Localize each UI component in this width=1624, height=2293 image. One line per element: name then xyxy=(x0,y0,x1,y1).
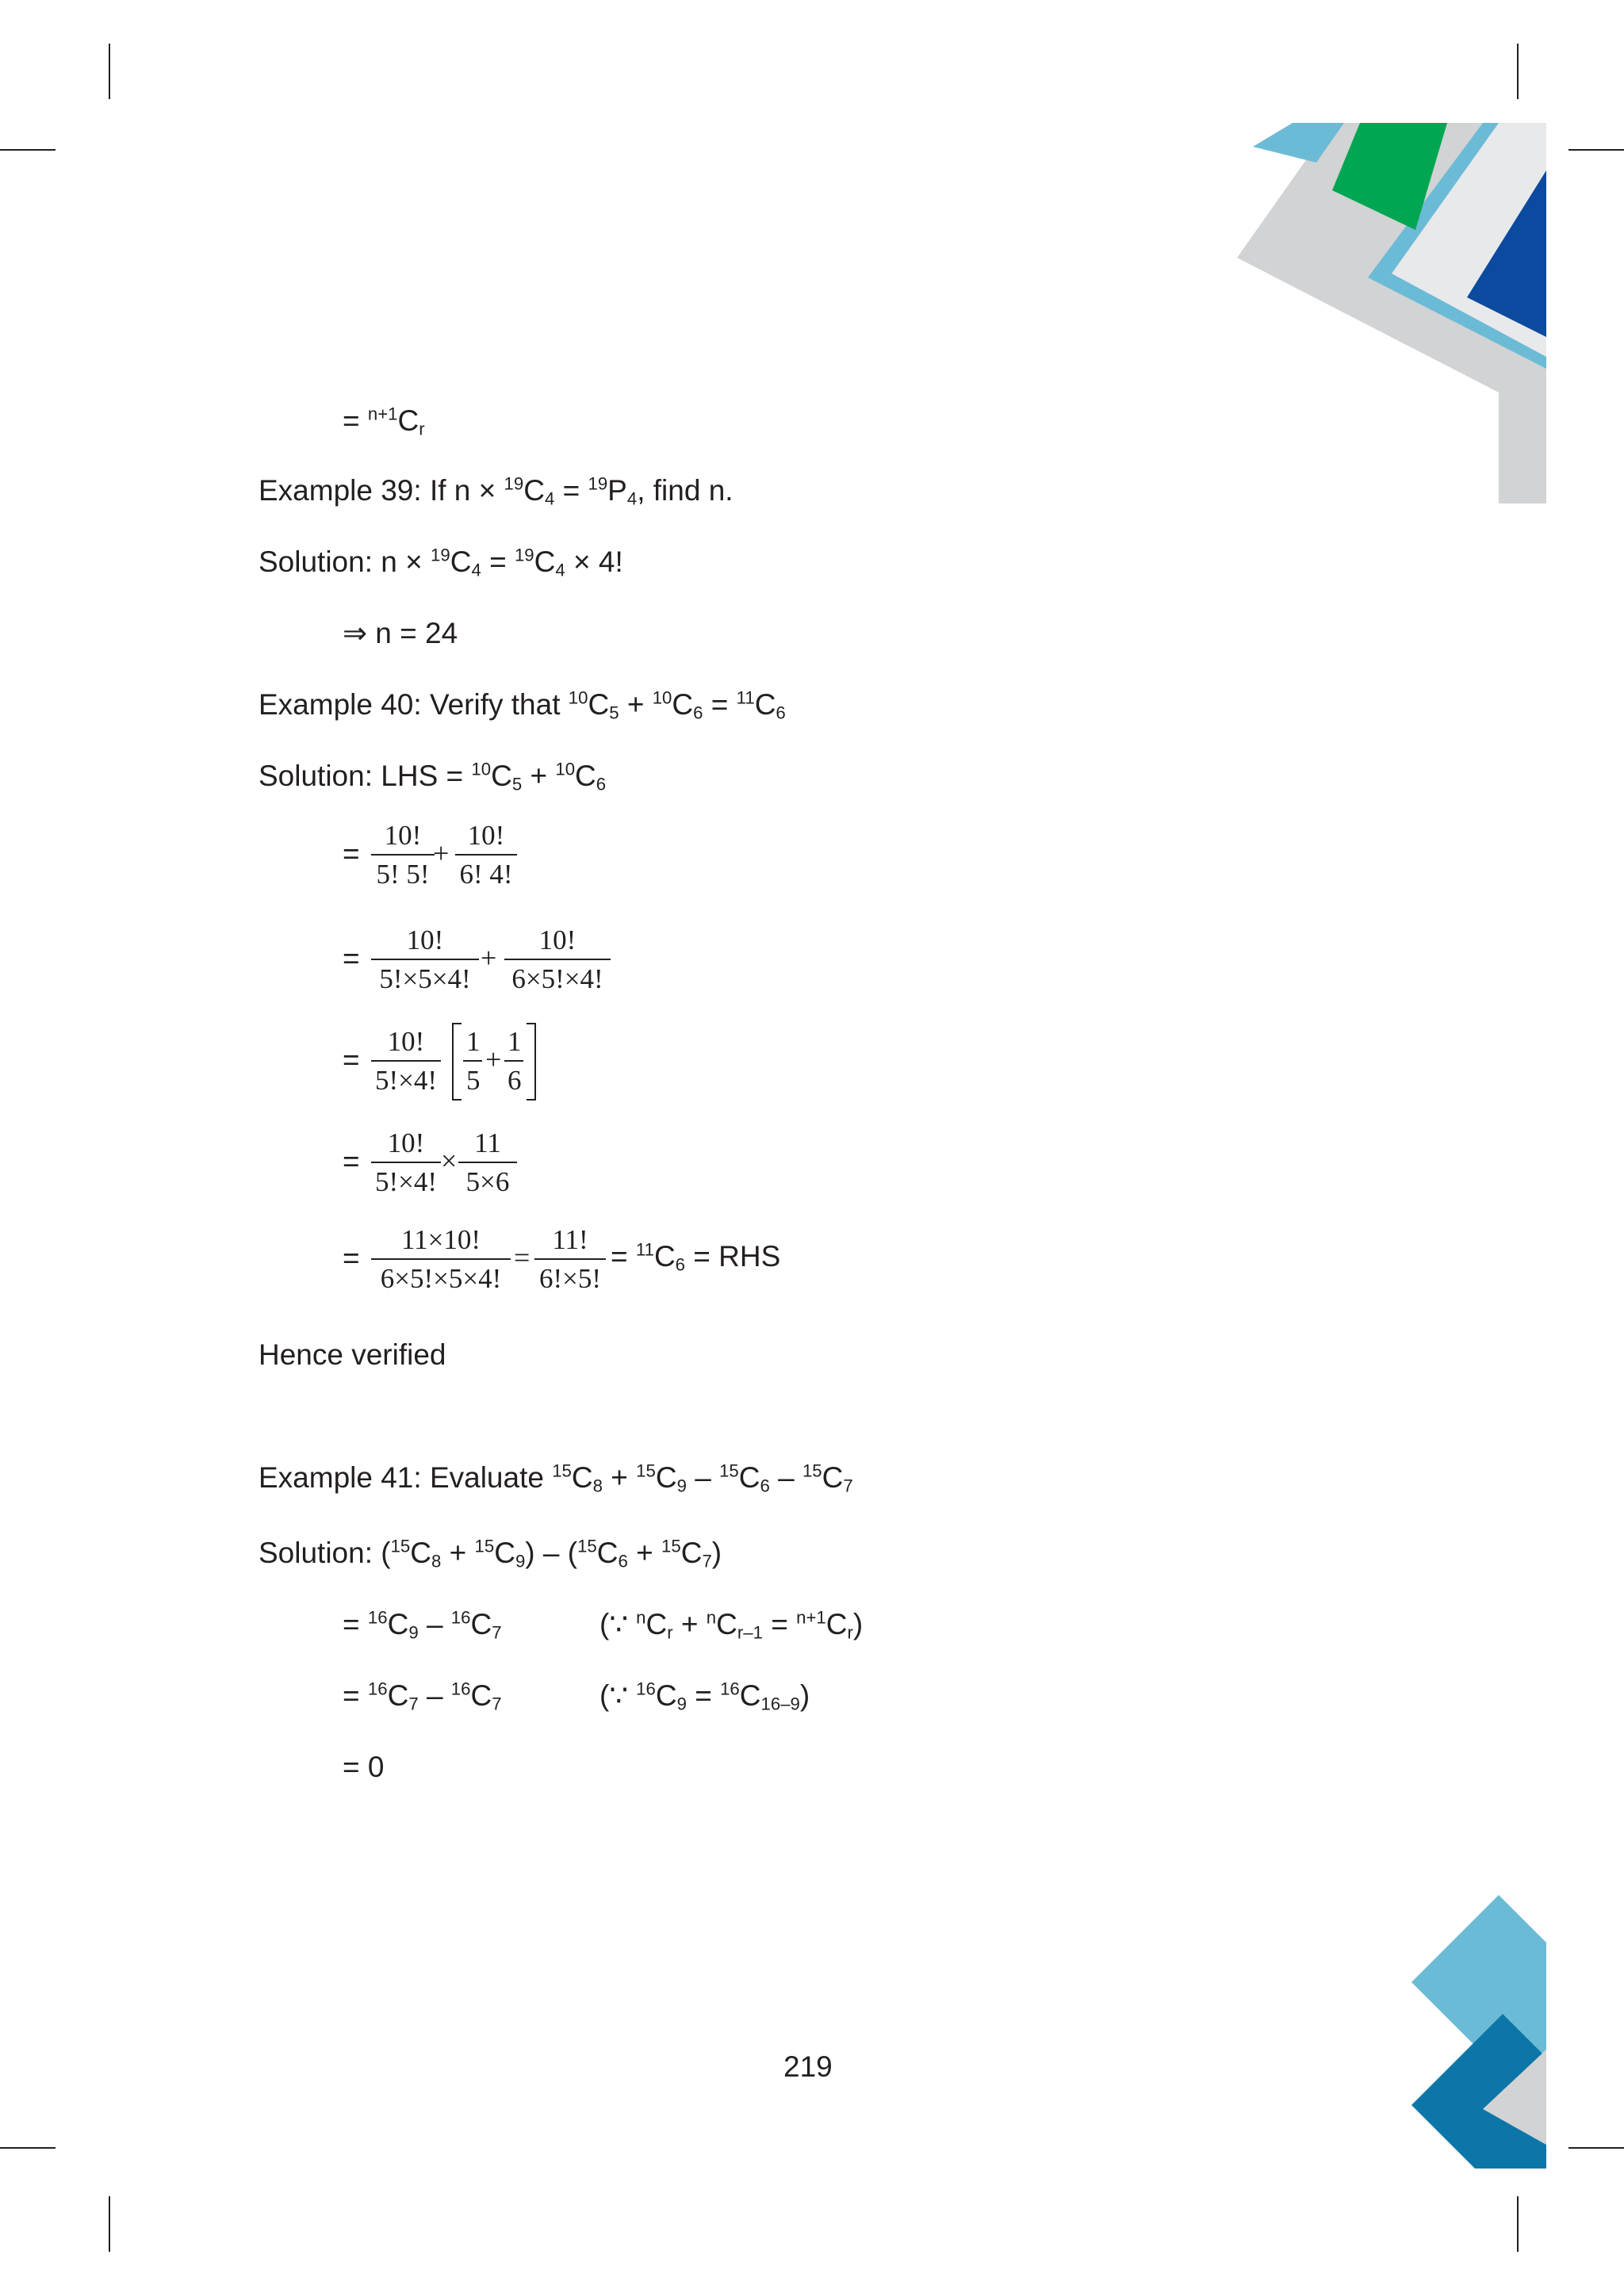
base: C xyxy=(672,688,694,721)
result-text: = 0 xyxy=(343,1751,385,1783)
plus: + xyxy=(433,837,450,869)
base: C xyxy=(645,1608,668,1640)
sup: 10 xyxy=(471,759,492,779)
left-bracket xyxy=(452,1023,462,1101)
hence-verified xyxy=(259,1340,446,1369)
base: C xyxy=(738,1461,760,1494)
sub: 4 xyxy=(555,560,565,580)
close: ) xyxy=(711,1537,722,1569)
sub: 6 xyxy=(776,702,786,723)
example-41-step-2 xyxy=(343,1679,502,1714)
label: Solution: LHS = xyxy=(259,760,464,792)
sub: 4 xyxy=(626,488,638,509)
sub: 9 xyxy=(408,1622,419,1643)
denominator: 6 xyxy=(504,1060,523,1094)
equals: = xyxy=(611,1240,628,1273)
sup: 11 xyxy=(736,687,755,708)
base: C xyxy=(523,474,545,507)
base: C xyxy=(470,1679,492,1712)
sup: 16 xyxy=(367,1679,388,1699)
crop-mark xyxy=(1568,2147,1624,2149)
plus: + xyxy=(485,1043,502,1075)
sup: 16 xyxy=(636,1679,656,1699)
numerator: 1 xyxy=(508,1026,522,1057)
line-result-ncr xyxy=(343,404,425,439)
sup: n xyxy=(636,1607,646,1628)
sup: 19 xyxy=(514,545,534,565)
base: C xyxy=(494,1537,515,1569)
sup: 15 xyxy=(552,1460,572,1481)
denominator: 5!×4! xyxy=(371,1162,441,1196)
because-open: (∵ xyxy=(599,1608,628,1640)
label: Solution: ( xyxy=(259,1537,391,1569)
denominator: 5!×4! xyxy=(371,1060,441,1094)
base: C xyxy=(655,1461,677,1494)
minus: – xyxy=(426,1608,443,1640)
middle: ) – ( xyxy=(525,1537,578,1569)
base: C xyxy=(655,1679,677,1712)
sub: r xyxy=(847,1622,853,1643)
sub: 5 xyxy=(609,702,619,723)
fraction xyxy=(371,926,479,993)
base: C xyxy=(653,1240,676,1273)
fraction xyxy=(504,1028,523,1094)
sub: 7 xyxy=(408,1694,419,1714)
sup: 15 xyxy=(802,1460,822,1481)
tail: = RHS xyxy=(693,1240,781,1273)
sup: 15 xyxy=(577,1536,597,1556)
base: P xyxy=(607,474,627,507)
example-41-question xyxy=(259,1460,853,1496)
sup: n xyxy=(706,1607,717,1628)
numerator: 10! xyxy=(406,924,444,955)
sub: 4 xyxy=(471,560,481,580)
example-40-question xyxy=(259,687,786,723)
sub: 7 xyxy=(702,1551,712,1571)
numerator: 11×10! xyxy=(400,1224,481,1255)
minus: – xyxy=(695,1461,711,1494)
numerator: 10! xyxy=(387,1127,425,1158)
sub: 8 xyxy=(592,1476,603,1496)
sup: 10 xyxy=(652,687,672,708)
base: C xyxy=(534,545,556,578)
example-41-reason-2 xyxy=(599,1679,810,1714)
fraction xyxy=(463,1028,482,1094)
sub: 7 xyxy=(843,1476,853,1496)
numerator: 10! xyxy=(538,924,576,955)
close: ) xyxy=(852,1608,864,1640)
equals: = xyxy=(343,1043,360,1076)
denominator: 5! 5! xyxy=(371,854,435,888)
base: C xyxy=(387,1679,409,1712)
denominator: 5×6 xyxy=(458,1162,517,1196)
base: C xyxy=(470,1608,492,1640)
denominator: 6×5!×4! xyxy=(504,959,611,993)
fraction xyxy=(371,821,435,888)
minus: – xyxy=(778,1461,795,1494)
label: Example 40: Verify that xyxy=(259,688,561,721)
sub: 7 xyxy=(492,1694,502,1714)
minus: – xyxy=(426,1679,443,1712)
sup: 16 xyxy=(450,1607,471,1628)
crop-mark xyxy=(0,149,56,151)
numerator: 10! xyxy=(387,1026,425,1057)
verified-text: Hence verified xyxy=(259,1338,446,1371)
denominator: 6!×5! xyxy=(534,1258,606,1292)
base: C xyxy=(571,1461,593,1494)
sub: 4 xyxy=(544,488,555,509)
sup: 11 xyxy=(635,1239,654,1260)
plus: + xyxy=(530,760,548,792)
denominator: 6! 4! xyxy=(455,854,517,888)
crop-mark xyxy=(109,44,110,99)
step-5-tail xyxy=(611,1239,781,1275)
sub: 16–9 xyxy=(760,1694,800,1714)
base: C xyxy=(680,1537,703,1569)
sup: 19 xyxy=(504,473,524,494)
equals: = xyxy=(343,1679,360,1712)
sup: 10 xyxy=(555,759,576,779)
equals-op: = xyxy=(514,1242,530,1273)
base: C xyxy=(397,404,419,437)
base: C xyxy=(825,1608,848,1640)
denominator: 5 xyxy=(463,1060,482,1094)
fraction xyxy=(371,1226,511,1292)
example-41-reason-1 xyxy=(599,1607,864,1643)
example-41-result xyxy=(343,1752,384,1782)
equals: = xyxy=(710,688,729,721)
sup: 19 xyxy=(431,545,450,565)
numerator: 10! xyxy=(467,820,505,851)
sup: 15 xyxy=(390,1536,411,1556)
equals: = xyxy=(695,1679,712,1712)
right-bracket xyxy=(527,1023,536,1101)
fraction xyxy=(371,1129,441,1196)
plus: + xyxy=(611,1461,628,1494)
sup: 15 xyxy=(719,1460,739,1481)
fraction xyxy=(534,1226,606,1292)
sub: r–1 xyxy=(737,1622,763,1643)
sub: 6 xyxy=(618,1551,628,1571)
plus: + xyxy=(680,1608,699,1640)
base: C xyxy=(716,1608,737,1640)
sup: 16 xyxy=(367,1607,388,1628)
plus: + xyxy=(636,1537,653,1569)
example-41-solution xyxy=(259,1536,722,1571)
base: C xyxy=(575,760,596,792)
numerator: 11! xyxy=(552,1224,588,1255)
crop-mark xyxy=(1517,44,1519,99)
close: ) xyxy=(799,1679,810,1712)
equals: = xyxy=(343,837,360,870)
base: C xyxy=(450,545,472,578)
sup: n+1 xyxy=(796,1607,826,1628)
crop-mark xyxy=(109,2196,110,2252)
example-40-solution xyxy=(259,759,607,794)
numerator: 10! xyxy=(384,820,422,851)
because-open: (∵ xyxy=(599,1679,628,1712)
label: Example 41: Evaluate xyxy=(259,1461,544,1494)
base: C xyxy=(754,688,776,721)
plus: + xyxy=(481,942,497,974)
sub: 9 xyxy=(515,1551,526,1571)
sup: 16 xyxy=(450,1679,471,1699)
sub: 7 xyxy=(492,1622,502,1643)
denominator: 5!×5×4! xyxy=(371,959,479,993)
base: C xyxy=(588,688,610,721)
plus: + xyxy=(449,1537,467,1569)
fraction xyxy=(504,926,611,993)
label: Example 39: If n × xyxy=(259,474,496,507)
tail: × 4! xyxy=(573,545,623,578)
sup: 15 xyxy=(474,1536,495,1556)
sup: 15 xyxy=(636,1460,656,1481)
base: C xyxy=(410,1537,432,1569)
corner-decoration-bottom xyxy=(1411,1895,1546,2169)
plus: + xyxy=(626,688,645,721)
base: C xyxy=(491,760,512,792)
base: C xyxy=(387,1608,409,1640)
equals: = xyxy=(343,1242,360,1274)
sup: 10 xyxy=(568,687,588,708)
sub: 6 xyxy=(675,1254,686,1275)
equals: = xyxy=(343,404,360,437)
sub: 6 xyxy=(596,774,607,794)
sup: n+1 xyxy=(367,404,398,424)
crop-mark xyxy=(1568,149,1624,151)
result-text: ⇒ n = 24 xyxy=(343,617,458,649)
crop-mark xyxy=(0,2147,56,2149)
equals: = xyxy=(343,1145,360,1177)
crop-mark xyxy=(1517,2196,1519,2252)
sub: 6 xyxy=(693,702,703,723)
base: C xyxy=(822,1461,844,1494)
sub: 6 xyxy=(760,1476,770,1496)
fraction xyxy=(371,1028,441,1094)
fraction xyxy=(455,821,517,888)
base: C xyxy=(739,1679,761,1712)
sub: 8 xyxy=(431,1551,442,1571)
sub: r xyxy=(667,1622,673,1643)
numerator: 11 xyxy=(474,1127,501,1158)
sub: r xyxy=(419,419,425,439)
label: Solution: n × xyxy=(259,545,423,578)
base: C xyxy=(596,1537,619,1569)
sup: 16 xyxy=(720,1679,740,1699)
example-39-question xyxy=(259,473,733,509)
corner-decoration-top xyxy=(1237,123,1546,503)
page-number: 219 xyxy=(783,2050,833,2083)
example-39-result xyxy=(343,618,458,648)
sub: 5 xyxy=(511,774,523,794)
sub: 9 xyxy=(676,1694,687,1714)
fraction xyxy=(458,1129,517,1196)
equals: = xyxy=(771,1608,788,1640)
equals: = xyxy=(562,474,580,507)
example-41-step-1 xyxy=(343,1607,502,1643)
denominator: 6×5!×5×4! xyxy=(371,1258,511,1292)
equals: = xyxy=(489,545,507,578)
tail: , find n. xyxy=(637,474,733,507)
numerator: 1 xyxy=(466,1026,481,1057)
times: × xyxy=(441,1145,458,1177)
equals: = xyxy=(343,942,360,974)
sup: 15 xyxy=(661,1536,681,1556)
sub: 9 xyxy=(676,1476,687,1496)
example-39-solution xyxy=(259,545,623,580)
sup: 19 xyxy=(588,473,608,494)
equals: = xyxy=(343,1608,360,1640)
